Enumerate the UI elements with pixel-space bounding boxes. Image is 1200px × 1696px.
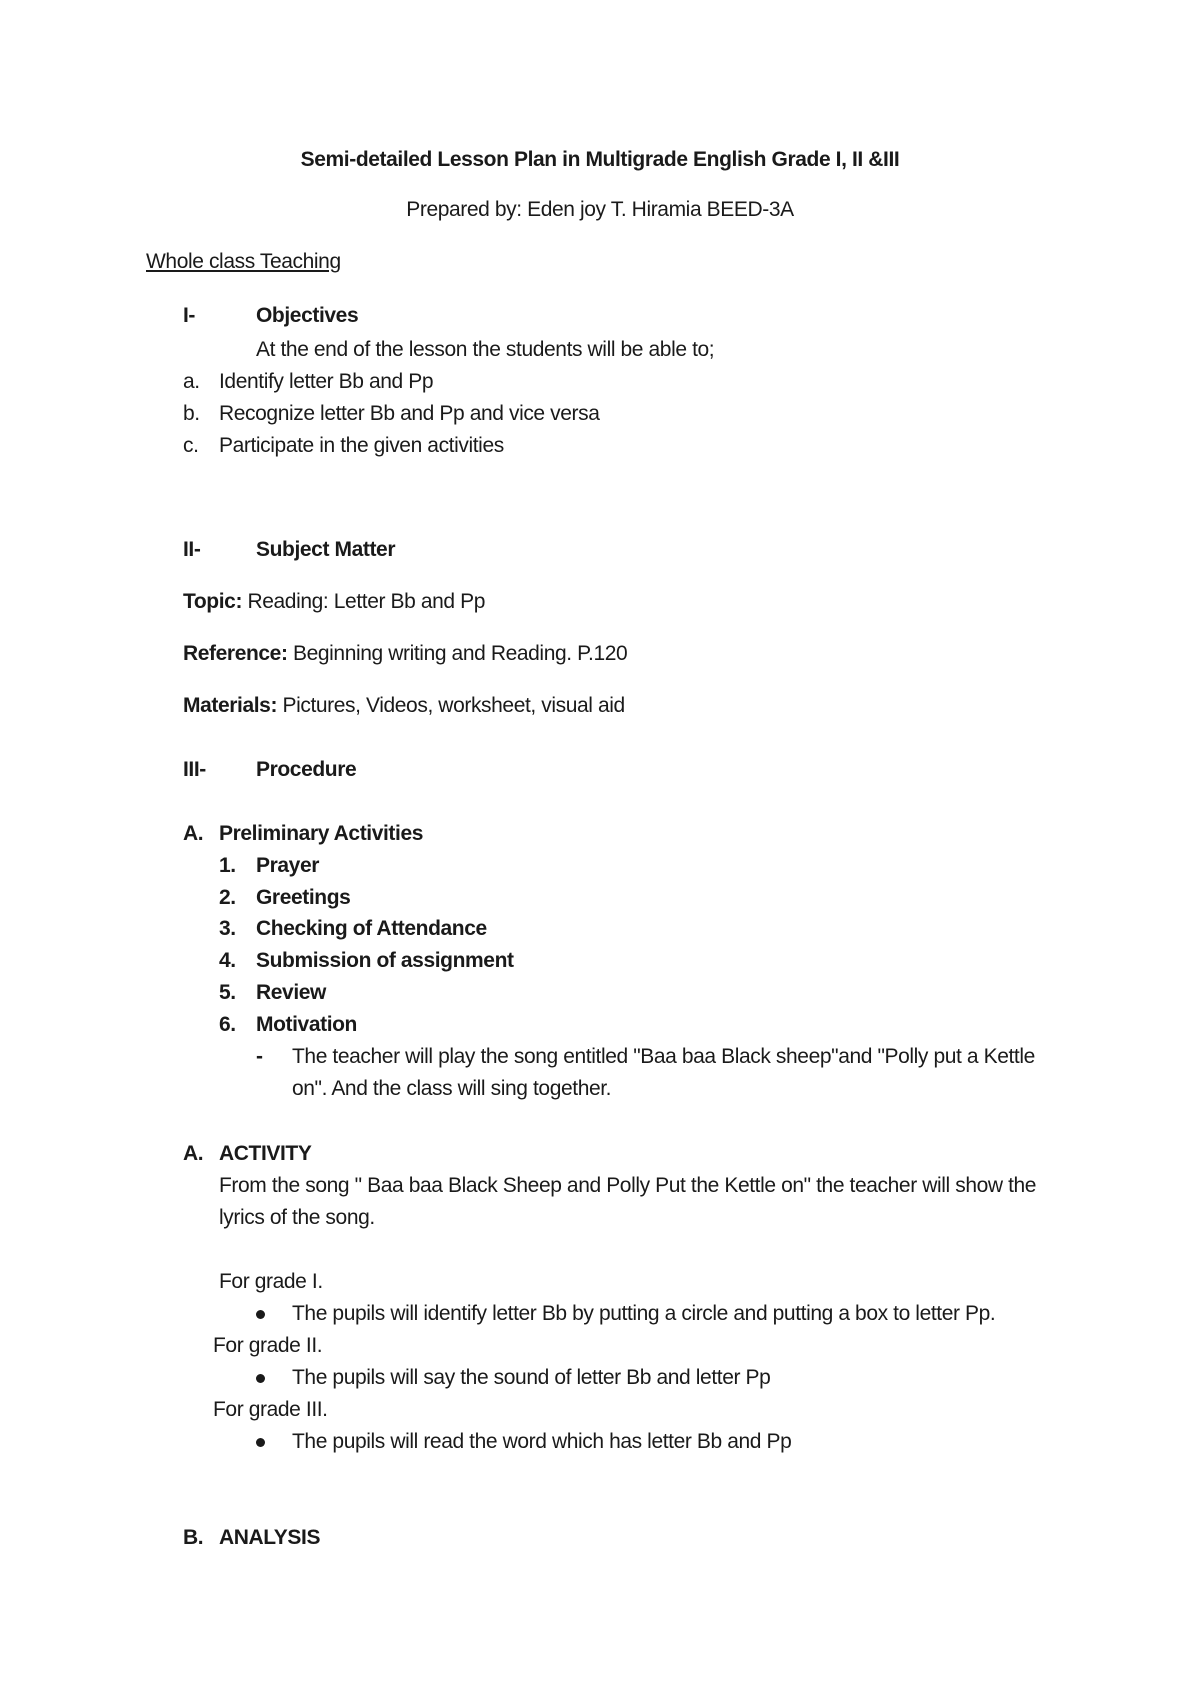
grade-2-label: For grade II. — [213, 1334, 323, 1357]
grade-2-task: The pupils will say the sound of letter Bb and letter Pp — [292, 1366, 771, 1389]
preliminary-heading: Preliminary Activities — [219, 822, 424, 845]
activity-marker: A. — [183, 1142, 204, 1165]
preliminary-item: Greetings — [256, 886, 351, 909]
activity-heading: ACTIVITY — [219, 1142, 312, 1165]
analysis-marker: B. — [183, 1526, 204, 1549]
bullet-icon — [256, 1438, 265, 1447]
objective-marker: b. — [183, 402, 200, 425]
subject-matter-number: II- — [183, 538, 201, 561]
materials-label: Materials: — [183, 694, 278, 717]
materials-line — [183, 692, 625, 720]
preliminary-item-number: 3. — [219, 917, 236, 940]
topic-label: Topic: — [183, 590, 243, 613]
preliminary-item-number: 6. — [219, 1013, 236, 1036]
grade-1-task: The pupils will identify letter Bb by putting a circle and putting a box to letter Pp. — [292, 1302, 996, 1325]
prepared-by: Prepared by: Eden joy T. Hiramia BEED-3A — [406, 198, 794, 221]
preliminary-item: Prayer — [256, 854, 319, 877]
bullet-icon — [256, 1310, 265, 1319]
subject-matter-heading: Subject Matter — [256, 538, 396, 561]
objective-marker: a. — [183, 370, 200, 393]
preliminary-marker: A. — [183, 822, 204, 845]
objective-item: Participate in the given activities — [219, 434, 504, 457]
preliminary-item: Submission of assignment — [256, 949, 514, 972]
preliminary-item: Review — [256, 981, 326, 1004]
objective-item: Identify letter Bb and Pp — [219, 370, 434, 393]
objective-item: Recognize letter Bb and Pp and vice versa — [219, 402, 600, 425]
topic-line — [183, 588, 485, 616]
materials-value: Pictures, Videos, worksheet, visual aid — [277, 694, 625, 717]
preliminary-item-number: 5. — [219, 981, 236, 1004]
objectives-number: I- — [183, 304, 196, 327]
preliminary-item-number: 2. — [219, 886, 236, 909]
objectives-heading: Objectives — [256, 304, 359, 327]
grade-1-label: For grade I. — [219, 1270, 323, 1293]
document-title: Semi-detailed Lesson Plan in Multigrade English Grade I, II &III — [300, 148, 900, 171]
section-heading-whole-class: Whole class Teaching — [146, 250, 341, 273]
preliminary-item-number: 1. — [219, 854, 236, 877]
activity-text-line-2: lyrics of the song. — [219, 1206, 375, 1229]
preliminary-item: Motivation — [256, 1013, 357, 1036]
reference-label: Reference: — [183, 642, 288, 665]
motivation-text-line-2: on". And the class will sing together. — [292, 1077, 612, 1100]
reference-line — [183, 640, 627, 668]
objectives-intro: At the end of the lesson the students will be able to; — [256, 338, 715, 361]
bullet-icon — [256, 1374, 265, 1383]
activity-text-line-1: From the song " Baa baa Black Sheep and Polly Put the Kettle on" the teacher will show the — [219, 1174, 1037, 1197]
topic-value: Reading: Letter Bb and Pp — [242, 590, 485, 613]
analysis-heading: ANALYSIS — [219, 1526, 321, 1549]
procedure-heading: Procedure — [256, 758, 357, 781]
motivation-dash: - — [256, 1045, 263, 1068]
reference-value: Beginning writing and Reading. P.120 — [287, 642, 628, 665]
objective-marker: c. — [183, 434, 199, 457]
procedure-number: III- — [183, 758, 206, 781]
grade-3-task: The pupils will read the word which has letter Bb and Pp — [292, 1430, 792, 1453]
preliminary-item: Checking of Attendance — [256, 917, 487, 940]
grade-3-label: For grade III. — [213, 1398, 328, 1421]
preliminary-item-number: 4. — [219, 949, 236, 972]
motivation-text-line-1: The teacher will play the song entitled "Baa baa Black sheep"and "Polly put a Kettle — [292, 1045, 1035, 1068]
